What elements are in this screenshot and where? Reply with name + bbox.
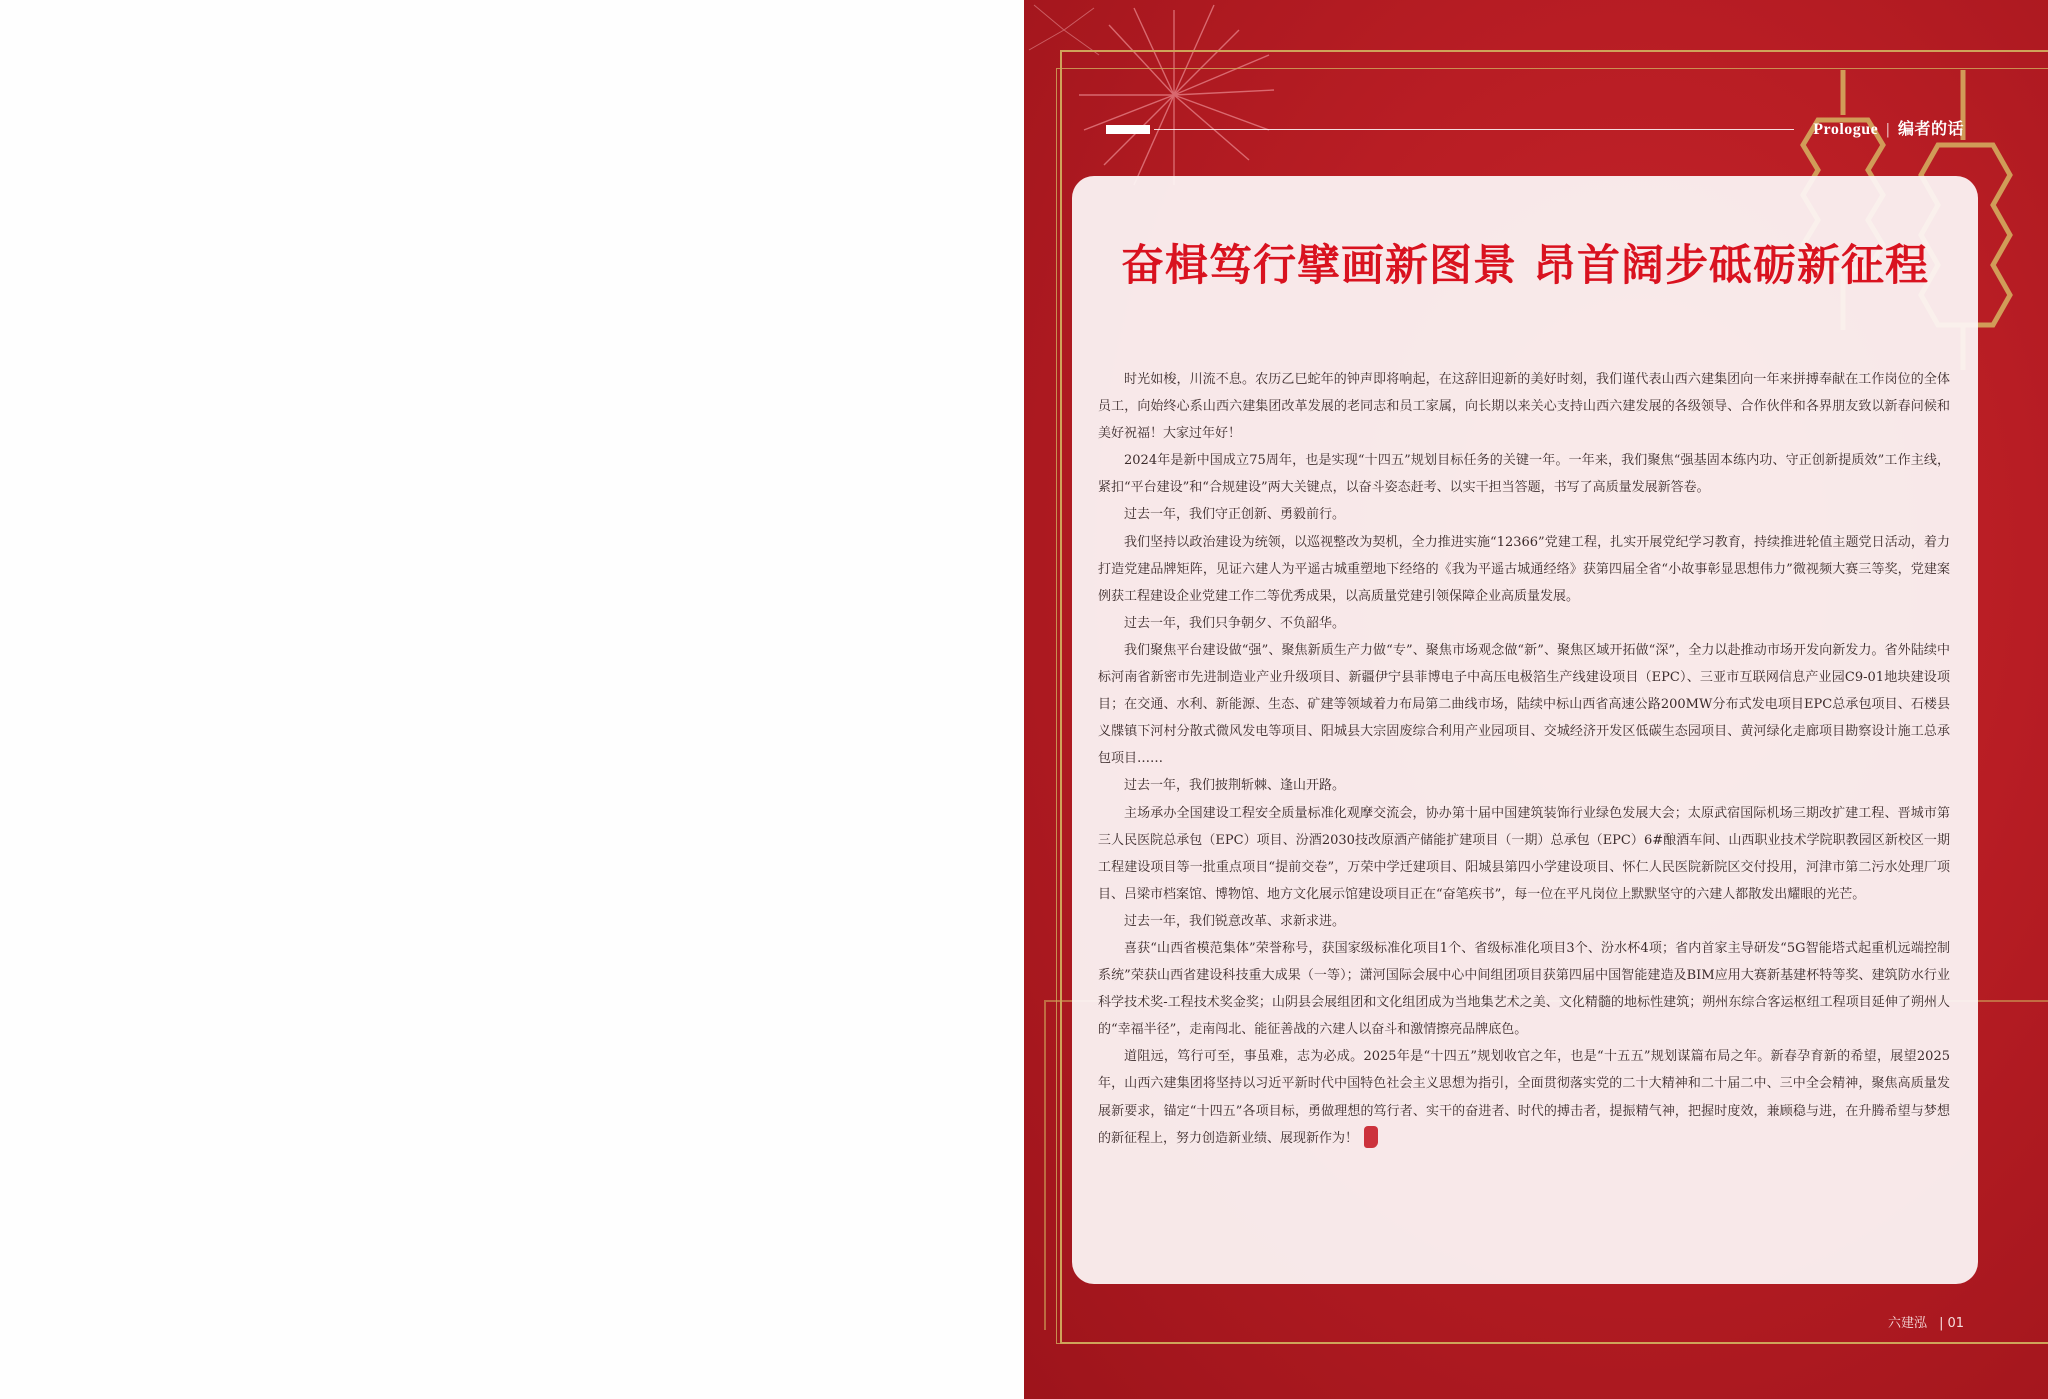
article-paragraph: 时光如梭，川流不息。农历乙巳蛇年的钟声即将响起，在这辞旧迎新的美好时刻，我们谨代表山西六建集团向一年来拼搏奉献在工作岗位的全体员工，向始终心系山西六建集团改革发展的老同志和员工家属，向长期以来关心支持山西六建发展的各级领导、合作伙伴和各界朋友致以新春问候和美好祝福！大家过年好！ <box>1098 372 1950 442</box>
page-footer <box>1888 1312 1964 1331</box>
header-separator: | <box>1886 121 1890 138</box>
red-seal-icon <box>1364 1126 1378 1148</box>
article-paragraph: 过去一年，我们守正创新、勇毅前行。 <box>1124 507 1346 523</box>
article-paragraph-last <box>1098 1043 1950 1151</box>
article-title: 奋楫笃行擘画新图景 昂首阔步砥砺新征程 <box>1121 241 1929 291</box>
article-paragraph: 我们聚焦平台建设做“强”、聚焦新质生产力做“专”、聚焦市场观念做“新”、聚焦区域开拓做“深”，全力以赴推动市场开发向新发力。省外陆续中标河南省新密市先进制造业产业升级项目、新疆伊宁县菲博电子中高压电极箔生产线建设项目（EPC）、三亚市互联网信息产业园C9-01地块建设项目；在交通、水利、新能源、生态、矿建等领域着力布局第二曲线市场，陆续中标山西省高速公路200MW分布式发电项目EPC总承包项目、石楼县义牒镇下河村分散式微风发电等项目、阳城县大宗固废综合利用产业园项目、交城经济开发区低碳生态园项目、黄河绿化走廊项目勘察设计施工总承包项目…… <box>1098 642 1950 767</box>
section-name-cn: 编者的话 <box>1897 121 1964 138</box>
article-card <box>1072 176 1978 1284</box>
article-paragraph: 主场承办全国建设工程安全质量标准化观摩交流会，协办第十届中国建筑装饰行业绿色发展大会；太原武宿国际机场三期改扩建工程、晋城市第三人民医院总承包（EPC）项目、汾酒2030技改原酒产储能扩建项目（一期）总承包（EPC）6#酿酒车间、山西职业技术学院职教园区新校区一期工程建设项目等一批重点项目“提前交卷”，万荣中学迁建项目、阳城县第四小学建设项目、怀仁人民医院新院区交付投用，河津市第二污水处理厂项目、吕梁市档案馆、博物馆、地方文化展示馆建设项目正在“奋笔疾书”，每一位在平凡岗位上默默坚守的六建人都散发出耀眼的光芒。 <box>1098 805 1950 902</box>
article-body <box>1098 366 1950 1152</box>
header-rule <box>1154 129 1794 130</box>
section-name-en: Prologue <box>1813 121 1879 138</box>
article-paragraph: 我们坚持以政治建设为统领，以巡视整改为契机，全力推进实施“12366”党建工程，扎实开展党纪学习教育，持续推进轮值主题党日活动，着力打造党建品牌矩阵，见证六建人为平遥古城重塑地下经络的《我为平遥古城通经络》获第四届全省“小故事彰显思想伟力”微视频大赛三等奖，党建案例获工程建设企业党建工作二等优秀成果，以高质量党建引领保障企业高质量发展。 <box>1098 534 1950 604</box>
editorial-page <box>1024 0 2048 1399</box>
magazine-name: 六建泓 <box>1888 1316 1928 1331</box>
header-accent-bar <box>1106 125 1150 134</box>
article-paragraph: 过去一年，我们锐意改革、求新求进。 <box>1124 913 1346 929</box>
article-paragraph: 喜获“山西省模范集体”荣誉称号，获国家级标准化项目1个、省级标准化项目3个、汾水杯4项；省内首家主导研发“5G智能塔式起重机远端控制系统”荣获山西省建设科技重大成果（一等）；潇河国际会展中心中间组团项目获第四届中国智能建造及BIM应用大赛新基建杯特等奖、建筑防水行业科学技术奖-工程技术奖金奖；山阴县会展组团和文化组团成为当地集艺术之美、文化精髓的地标性建筑；朔州东综合客运枢纽工程项目延伸了朔州人的“幸福半径”，走南闯北、能征善战的六建人以奋斗和激情擦亮品牌底色。 <box>1098 940 1950 1038</box>
page-number: 01 <box>1947 1316 1964 1331</box>
article-paragraph: 2024年是新中国成立75周年，也是实现“十四五”规划目标任务的关键一年。一年来，我们聚焦“强基固本练内功、守正创新提质效”工作主线，紧扣“平台建设”和“合规建设”两大关键点，以奋斗姿态赶考、以实干担当答题，书写了高质量发展新答卷。 <box>1098 453 1950 496</box>
section-header <box>1813 116 1964 139</box>
article-paragraph: 过去一年，我们只争朝夕、不负韶华。 <box>1124 615 1346 631</box>
footer-separator: | <box>1939 1316 1944 1331</box>
article-paragraph-text: 道阻远，笃行可至，事虽难，志为必成。2025年是“十四五”规划收官之年，也是“十五五”规划谋篇布局之年。新春孕育新的希望，展望2025年，山西六建集团将坚持以习近平新时代中国特色社会主义思想为指引，全面贯彻落实党的二十大精神和二十届二中、三中全会精神，聚焦高质量发展新要求，锚定“十四五”各项目标，勇做理想的笃行者、实干的奋进者、时代的搏击者，提振精气神，把握时度效，兼顾稳与进，在升腾希望与梦想的新征程上，努力创造新业绩、展现新作为！ <box>1098 1049 1950 1146</box>
article-paragraph: 过去一年，我们披荆斩棘、逢山开路。 <box>1124 778 1346 794</box>
